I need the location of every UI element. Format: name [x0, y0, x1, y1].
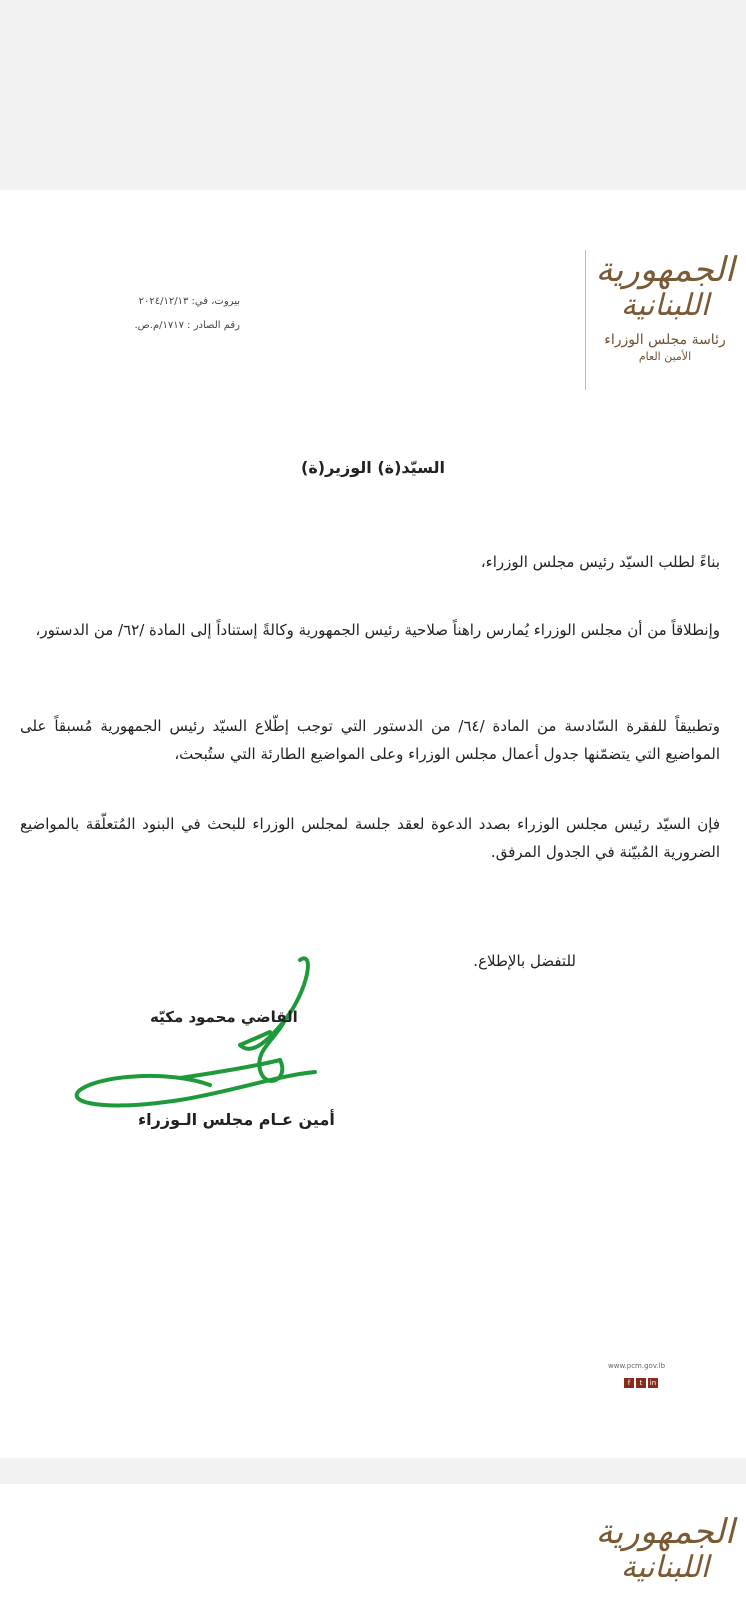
social-icons: [624, 1378, 658, 1388]
paragraph-1: بناءً لطلب السيّد رئيس مجلس الوزراء،: [480, 553, 720, 571]
logo-text-line1-page2: الجمهورية: [595, 1512, 735, 1552]
reference-number: رقم الصادر : ١٧١٧/م.ص.: [134, 320, 240, 331]
paragraph-3: وتطبيقاً للفقرة السّادسة من المادة /٦٤/ من الدستور التي توجب إطّلاع السيّد رئيس الجمهورية مُسبقاً على المواضيع التي يتضمّنها جدول أعمال مجلس الوزراء وعلى المواضيع الطارئة التي ستُبحث،: [20, 717, 720, 763]
letterhead-emblem: [590, 252, 740, 363]
signatory-name: القاضي محمود مكيّه: [150, 1008, 298, 1026]
signatory-title: أمين عـام مجلس الـوزراء: [138, 1110, 335, 1129]
department-name: الأمين العام: [638, 350, 692, 363]
letter-meta: [80, 290, 240, 338]
letter-page: [0, 190, 746, 1458]
logo-text-line2-page2: اللبنانية: [620, 1550, 710, 1585]
logo-text-line2: اللبنانية: [620, 288, 710, 323]
footer-website: www.pcm.gov.lb: [608, 1362, 666, 1370]
letterhead-divider: [585, 250, 586, 390]
paragraph-2: وإنطلاقاً من أن مجلس الوزراء يُمارس راهناً صلاحية رئيس الجمهورية وكالةً إستناداً إلى المادة /٦٢/ من الدستور،: [35, 621, 720, 639]
linkedin-icon: in: [649, 1379, 657, 1387]
office-name: رئاسة مجلس الوزراء: [604, 332, 726, 348]
letterhead-emblem-page2: [590, 1514, 740, 1586]
closing-line: للتفضل بالإطلاع.: [473, 952, 576, 970]
date-line: بيروت، في: ٢٠٢٤/١٢/١٣: [138, 296, 240, 307]
logo-text-line1: الجمهورية: [595, 250, 735, 290]
addressee: السيّد(ة) الوزير(ة): [301, 458, 445, 477]
paragraph-4: فإن السيّد رئيس مجلس الوزراء بصدد الدعوة لعقد جلسة لمجلس الوزراء للبحث في البنود المُتعلّقة بالمواضيع الضرورية المُبيّنة في الجدول المرفق.: [20, 815, 720, 861]
next-page-preview: [0, 1484, 746, 1600]
twitter-icon: t: [636, 1378, 646, 1388]
facebook-icon: f: [624, 1378, 634, 1388]
